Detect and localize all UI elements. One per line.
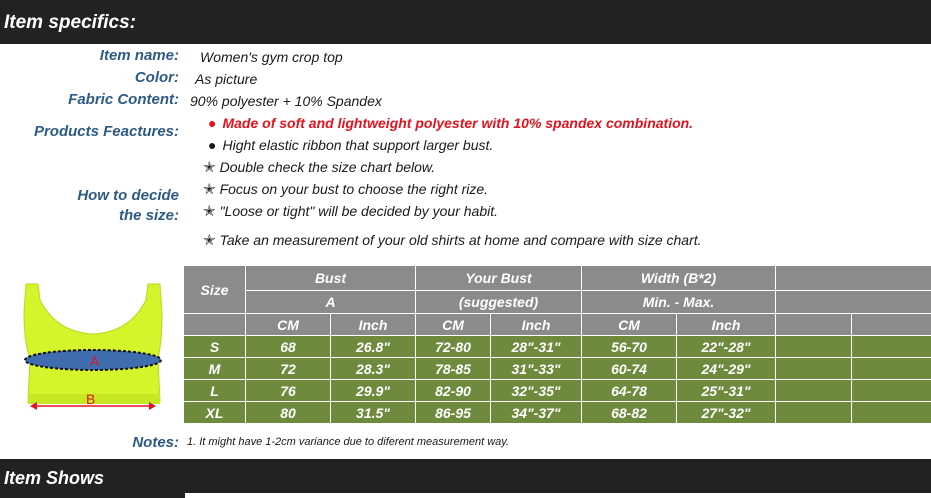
size-cell: L <box>184 380 246 402</box>
color-label: Color: <box>134 69 179 86</box>
size-tips-label-line1: How to decide <box>77 187 179 204</box>
table-cell: 68-82 <box>582 402 677 424</box>
table-cell: 22"-28" <box>677 336 776 358</box>
size-tip-item <box>203 158 435 177</box>
table-cell: 76 <box>246 380 331 402</box>
size-cell: M <box>184 358 246 380</box>
table-cell: 82-90 <box>416 380 491 402</box>
empty-cell <box>852 402 931 424</box>
size-tip-text: Take an measurement of your old shirts at home and compare with size chart. <box>219 232 702 248</box>
star-icon: ✭ <box>203 159 216 176</box>
bullet-icon: ● <box>208 137 217 153</box>
unit-cell: CM <box>582 314 677 336</box>
unit-cell: CM <box>416 314 491 336</box>
color-value: As picture <box>195 71 258 87</box>
notes-label: Notes: <box>132 434 179 451</box>
table-cell: 72 <box>246 358 331 380</box>
table-cell: 72-80 <box>416 336 491 358</box>
size-chart-table <box>183 265 931 424</box>
table-cell: 25"-31" <box>677 380 776 402</box>
empty-cell <box>776 402 852 424</box>
banner-divider <box>185 493 931 498</box>
table-row <box>184 402 931 424</box>
feature-item <box>208 136 493 154</box>
empty-cell <box>776 380 852 402</box>
item-name-label: Item name: <box>99 47 179 64</box>
feature-text: Hight elastic ribbon that support larger bust. <box>222 137 494 153</box>
table-cell: 24"-29" <box>677 358 776 380</box>
crop-top-measurement-diagram <box>16 282 170 422</box>
unit-cell: CM <box>246 314 331 336</box>
bust-header: Bust <box>246 266 416 291</box>
unit-cell: Inch <box>491 314 582 336</box>
bullet-icon: ● <box>208 115 217 131</box>
fabric-label: Fabric Content: <box>68 91 179 108</box>
item-shows-title: Item Shows <box>4 468 105 488</box>
width-header: Width (B*2) <box>582 266 776 291</box>
table-cell: 86-95 <box>416 402 491 424</box>
table-row <box>184 358 931 380</box>
your-bust-subheader: (suggested) <box>416 291 582 314</box>
bust-subheader: A <box>246 291 416 314</box>
your-bust-header: Your Bust <box>416 266 582 291</box>
item-name-value: Women's gym crop top <box>200 49 343 65</box>
table-cell: 31.5" <box>331 402 416 424</box>
star-icon: ✭ <box>203 203 216 220</box>
size-tip-item <box>203 202 498 221</box>
table-cell: 26.8" <box>331 336 416 358</box>
table-cell: 28.3" <box>331 358 416 380</box>
table-cell: 60-74 <box>582 358 677 380</box>
table-cell: 68 <box>246 336 331 358</box>
size-tip-text: Focus on your bust to choose the right rize. <box>219 181 489 197</box>
size-cell: XL <box>184 402 246 424</box>
feature-item <box>208 114 693 132</box>
table-row <box>184 336 931 358</box>
crop-top-body <box>24 284 162 402</box>
empty-cell <box>852 336 931 358</box>
size-chart-header-row <box>184 266 931 291</box>
size-cell: S <box>184 336 246 358</box>
size-tip-text: Double check the size chart below. <box>219 159 436 175</box>
table-cell: 29.9" <box>331 380 416 402</box>
size-chart-subheader-row <box>184 291 931 314</box>
item-specifics-title: Item specifics: <box>4 12 136 33</box>
label-b: B <box>86 391 96 407</box>
size-tip-item <box>203 231 702 250</box>
empty-cell <box>776 358 852 380</box>
features-label: Products Feactures: <box>33 123 179 140</box>
table-cell: 34"-37" <box>491 402 582 424</box>
fabric-value: 90% polyester + 10% Spandex <box>190 93 382 109</box>
table-cell: 56-70 <box>582 336 677 358</box>
width-subheader: Min. - Max. <box>582 291 776 314</box>
size-tip-item <box>203 180 488 199</box>
star-icon: ✭ <box>203 232 216 249</box>
table-cell: 64-78 <box>582 380 677 402</box>
empty-cell <box>852 380 931 402</box>
size-tips-label-line2: the size: <box>118 207 179 224</box>
empty-unit-cell <box>184 314 246 336</box>
table-cell: 32"-35" <box>491 380 582 402</box>
star-icon: ✭ <box>203 181 216 198</box>
empty-cell <box>776 336 852 358</box>
feature-text: Made of soft and lightweight polyester with 10% spandex combination. <box>222 115 694 131</box>
item-shows-banner <box>0 459 931 498</box>
table-row <box>184 380 931 402</box>
table-cell: 27"-32" <box>677 402 776 424</box>
notes-text: 1. It might have 1-2cm variance due to diferent measurement way. <box>187 436 510 448</box>
table-cell: 80 <box>246 402 331 424</box>
empty-header-cell <box>776 266 931 291</box>
empty-unit-cell <box>776 314 852 336</box>
size-tip-text: "Loose or tight" will be decided by your habit. <box>219 203 499 219</box>
unit-cell: Inch <box>677 314 776 336</box>
size-header: Size <box>184 266 246 314</box>
empty-subheader-cell <box>776 291 931 314</box>
item-specifics-banner <box>0 0 931 44</box>
table-cell: 31"-33" <box>491 358 582 380</box>
empty-unit-cell <box>852 314 931 336</box>
size-chart-units-row <box>184 314 931 336</box>
label-a: A <box>90 353 100 369</box>
unit-cell: Inch <box>331 314 416 336</box>
table-cell: 78-85 <box>416 358 491 380</box>
table-cell: 28"-31" <box>491 336 582 358</box>
empty-cell <box>852 358 931 380</box>
